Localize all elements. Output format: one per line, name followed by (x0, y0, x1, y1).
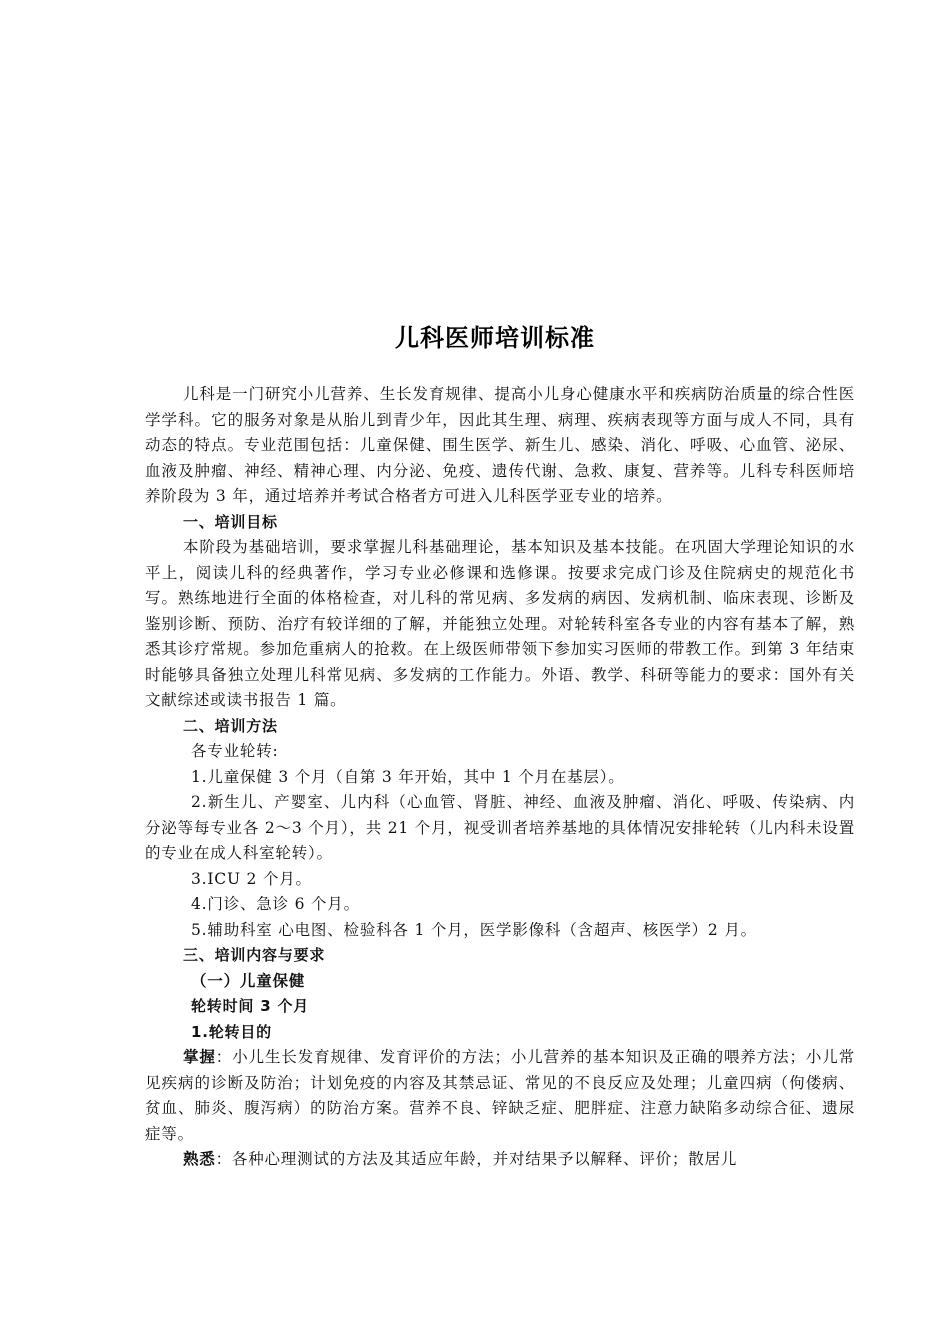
section2-heading: 二、培训方法 (183, 716, 278, 735)
document-title: 儿科医师培训标准 (395, 324, 595, 352)
familiar-paragraph (145, 1147, 855, 1173)
familiar-label: 熟悉 (183, 1150, 216, 1168)
rotation-item-5: 5.辅助科室 心电图、检验科各 1 个月，医学影像科（含超声、核医学）2 月。 (191, 920, 757, 939)
rotation-item-4: 4.门诊、急诊 6 个月。 (191, 895, 360, 913)
rotation-item-1: 1.儿童保健 3 个月（自第 3 年开始，其中 1 个月在基层）。 (191, 767, 625, 786)
master-text: ：小儿生长发育规律、发育评价的方法；小儿营养的基本知识及正确的喂养方法；小儿常见疾病的诊断及防治；计划免疫的内容及其禁忌证、常见的不良反应及处理；儿童四病（佝偻病、贫血、肺炎、腹泻病）的防治方案。营养不良、锌缺乏症、肥胖症、注意力缺陷多动综合征、遗尿症等。 (145, 1048, 856, 1143)
familiar-text: ：各种心理测试的方法及其适应年龄，并对结果予以解释、评价；散居儿 (215, 1150, 738, 1168)
master-label: 掌握 (183, 1048, 216, 1066)
section2-lead: 各专业轮转: (191, 742, 279, 760)
rotation-item-2: 2.新生儿、产婴室、儿内科（心血管、肾脏、神经、血液及肿瘤、消化、呼吸、传染病、内分泌等每专业各 2～3 个月），共 21 个月，视受训者培养基地的具体情况安排轮转（儿内科未设置的专业在成人科室轮转）。 (145, 793, 855, 862)
rotation-item-3: 3.ICU 2 个月。 (191, 869, 312, 888)
document-body (145, 382, 855, 1173)
section1-paragraph: 本阶段为基础培训，要求掌握儿科基础理论，基本知识及基本技能。在巩固大学理论知识的水平上，阅读儿科的经典著作，学习专业必修课和选修课。按要求完成门诊及住院病史的规范化书写。熟练地进行全面的体格检查，对儿科的常见病、多发病的病因、发病机制、临床表现、诊断及鉴别诊断、预防、治疗有较详细的了解，并能独立处理。对轮转科室各专业的内容有基本了解，熟悉其诊疗常规。参加危重病人的抢救。在上级医师带领下参加实习医师的带教工作。到第 3 年结束时能够具备独立处理儿科常见病、多发病的工作能力。外语、教学、科研等能力的要求：国外有关文献综述或读书报告 1 篇。 (145, 538, 855, 709)
section1-heading: 一、培训目标 (183, 512, 278, 531)
rotation-time: 轮转时间 3 个月 (191, 997, 310, 1015)
rotation-purpose-heading: 1.轮转目的 (191, 1022, 272, 1041)
intro-paragraph: 儿科是一门研究小儿营养、生长发育规律、提高小儿身心健康水平和疾病防治质量的综合性医学学科。它的服务对象是从胎儿到青少年，因此其生理、病理、疾病表现等方面与成人不同，具有动态的特点。专业范围包括：儿童保健、围生医学、新生儿、感染、消化、呼吸、心血管、泌尿、血液及肿瘤、神经、精神心理、内分泌、免疫、遗传代谢、急救、康复、营养等。儿科专科医师培养阶段为 3 年，通过培养并考试合格者方可进入儿科医学亚专业的培养。 (145, 385, 855, 505)
section3-subheading: （一）儿童保健 (191, 971, 306, 990)
section3-heading: 三、培训内容与要求 (183, 946, 326, 964)
master-paragraph (145, 1045, 855, 1147)
